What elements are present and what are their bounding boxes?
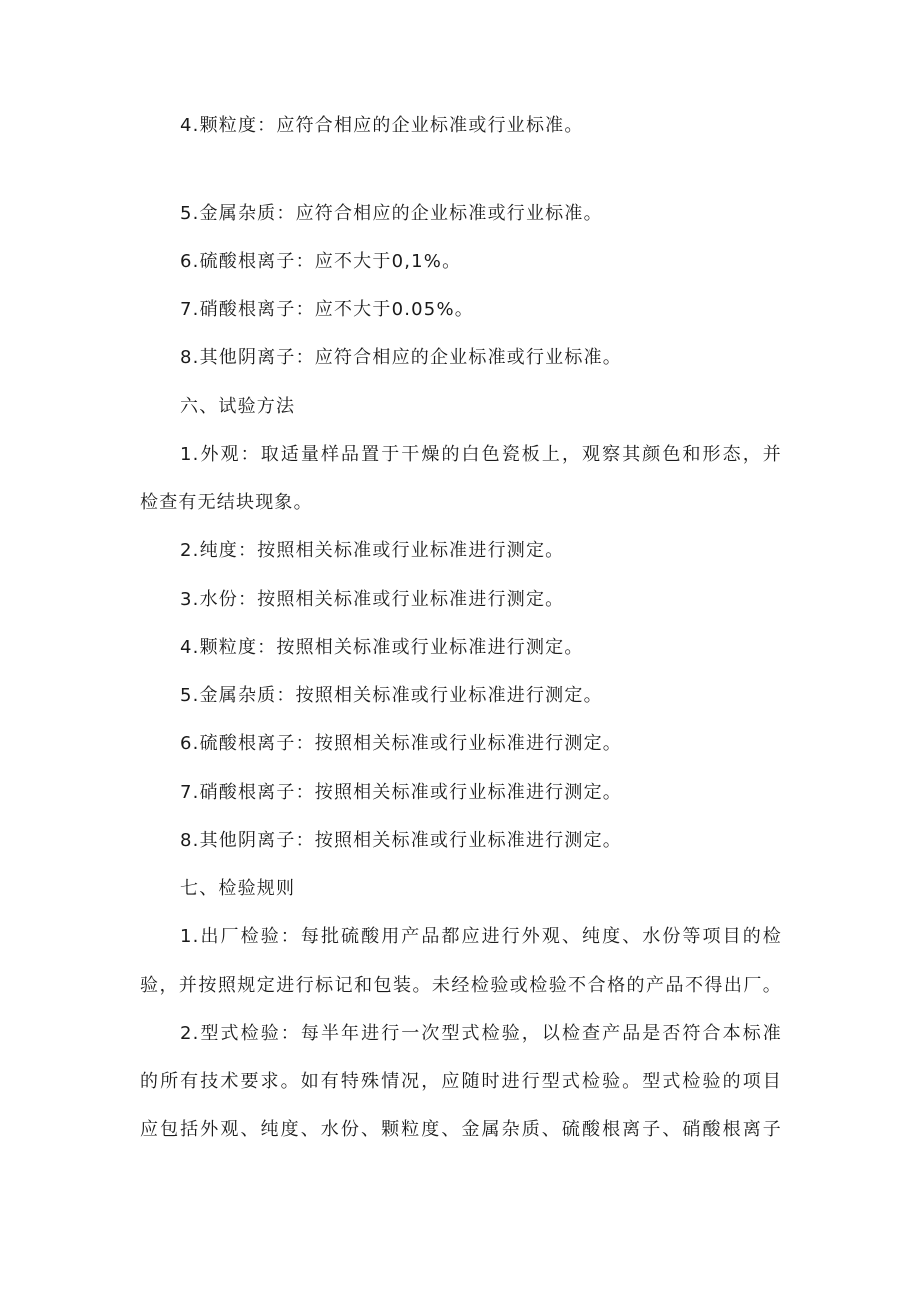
paragraph-type-inspection-line3: 应包括外观、纯度、水份、颗粒度、金属杂质、硫酸根离子、硝酸根离子 bbox=[140, 1119, 782, 1140]
paragraph-type-inspection-line2: 的所有技术要求。如有特殊情况，应随时进行型式检验。型式检验的项目 bbox=[140, 1071, 782, 1092]
paragraph-type-inspection-line1: 2.型式检验：每半年进行一次型式检验，以检查产品是否符合本标准 bbox=[180, 1023, 782, 1044]
paragraph-particle-size-method: 4.颗粒度：按照相关标准或行业标准进行测定。 bbox=[180, 637, 584, 658]
paragraph-nitrate-method: 7.硝酸根离子：按照相关标准或行业标准进行测定。 bbox=[180, 782, 622, 803]
section-heading-test-methods: 六、试验方法 bbox=[180, 396, 296, 417]
paragraph-factory-inspection-line1: 1.出厂检验：每批硫酸用产品都应进行外观、纯度、水份等项目的检 bbox=[180, 926, 782, 947]
paragraph-nitrate-requirement: 7.硝酸根离子：应不大于0.05%。 bbox=[180, 299, 474, 320]
paragraph-metal-impurities-method: 5.金属杂质：按照相关标准或行业标准进行测定。 bbox=[180, 685, 603, 706]
paragraph-sulfate-method: 6.硫酸根离子：按照相关标准或行业标准进行测定。 bbox=[180, 733, 622, 754]
paragraph-moisture-method: 3.水份：按照相关标准或行业标准进行测定。 bbox=[180, 589, 565, 610]
paragraph-factory-inspection-line2: 验，并按照规定进行标记和包装。未经检验或检验不合格的产品不得出厂。 bbox=[140, 975, 782, 996]
paragraph-appearance-method-line2: 检查有无结块现象。 bbox=[140, 492, 313, 513]
paragraph-sulfate-requirement: 6.硫酸根离子：应不大于0,1%。 bbox=[180, 251, 462, 272]
paragraph-other-anions-requirement: 8.其他阴离子：应符合相应的企业标准或行业标准。 bbox=[180, 347, 622, 368]
paragraph-purity-method: 2.纯度：按照相关标准或行业标准进行测定。 bbox=[180, 540, 565, 561]
paragraph-metal-impurities-requirement: 5.金属杂质：应符合相应的企业标准或行业标准。 bbox=[180, 203, 603, 224]
paragraph-particle-size-requirement: 4.颗粒度：应符合相应的企业标准或行业标准。 bbox=[180, 115, 584, 136]
paragraph-other-anions-method: 8.其他阴离子：按照相关标准或行业标准进行测定。 bbox=[180, 830, 622, 851]
section-heading-inspection-rules: 七、检验规则 bbox=[180, 878, 296, 899]
paragraph-appearance-method-line1: 1.外观：取适量样品置于干燥的白色瓷板上，观察其颜色和形态，并 bbox=[180, 444, 782, 465]
